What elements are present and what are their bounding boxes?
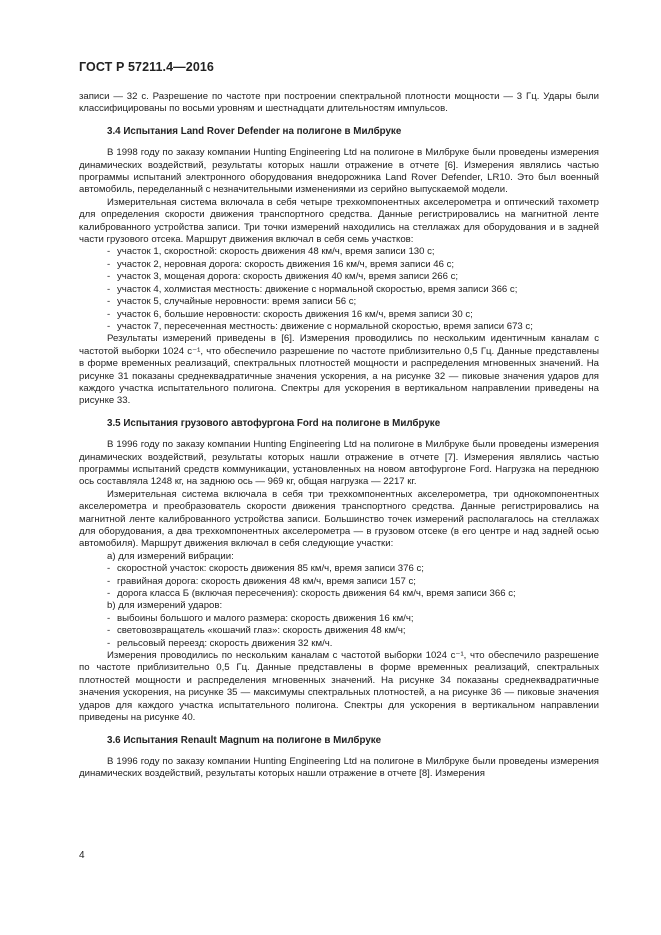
document-body [79, 91, 599, 781]
sublist-label-b: b) для измерений ударов: [107, 600, 223, 612]
page-number: 4 [79, 850, 85, 861]
paragraph: Измерительная система включала в себя три трехкомпонентных акселерометра, три однокомпонентных акселерометра и преобразователь скорости движения транспортного средства. Данные регистрировались на магнитной ленте калиброванного устройства записи. Большинство точек измерений располагалось на стеллажах для оборудования, а два трехкомпонентных акселерометра — в грузовом отсеке (в его центре и над задней осью автомобиля). Маршрут движения включал в себя следующие участки: [79, 488, 599, 550]
sublist-label-a: а) для измерений вибрации: [107, 550, 234, 562]
paragraph: Результаты измерений приведены в [6]. Измерения проводились по нескольким идентичным каналам с частотой выборки 1024 с⁻¹, что обеспечило разрешение по частоте приблизительно 0,5 Гц. Данные представлены в форме временных реализаций, спектральных плотностей мощности и распределения мгновенных значений. На рисунке 31 показаны среднеквадратичные значения ускорения, а на рисунке 32 — пиковые значения ударов для каждого участка испытательного полигона. Спектры для ускорения в вертикальном направлении приведены на рисунке 33. [79, 333, 599, 407]
list-item: - участок 7, пересеченная местность: движение с нормальной скоростью, время записи 673 с; [107, 320, 533, 332]
paragraph: В 1996 году по заказу компании Hunting Engineering Ltd на полигоне в Милбруке были проведены измерения динамических воздействий, результаты которых нашли отражение в отчете [7]. Измерения являлись частью программы испытаний средств коммуникации, установленных на новом автофургоне Ford. Нагрузка на переднюю ось составляла 1248 кг, на заднюю ось — 969 кг, общая нагрузка — 2217 кг. [79, 439, 599, 488]
list-item: - участок 3, мощеная дорога: скорость движения 40 км/ч, время записи 266 с; [107, 271, 459, 283]
list-item: - участок 1, скоростной: скорость движения 48 км/ч, время записи 130 с; [107, 246, 435, 258]
paragraph: Измерения проводились по нескольким каналам с частотой выборки 1024 с⁻¹, что обеспечило разрешение по частоте приблизительно 0,5 Гц. Данные представлены в форме временных реализаций, спектральных плотностей мощности и распределения мгновенных значений. На рисунке 34 показаны среднеквадратичные значения ускорения, на рисунке 35 — максимумы спектральных плотностей, а на рисунке 36 — пиковые значения ударов для каждого участка испытательного полигона. Спектры для ускорения в вертикальном направлении приведены на рисунке 40. [79, 650, 599, 724]
list-item: - участок 2, неровная дорога: скорость движения 16 км/ч, время записи 46 с; [107, 258, 455, 270]
route-list-2 [79, 563, 599, 600]
section-heading-3-4: 3.4 Испытания Land Rover Defender на полигоне в Милбруке [107, 125, 402, 137]
paragraph: В 1998 году по заказу компании Hunting Engineering Ltd на полигоне в Милбруке были проведены измерения динамических воздействий, результаты которых нашли отражение в отчете [6]. Измерения являлись частью программы испытаний электронного оборудования внедорожника Land Rover Defender, LR10. Это был военный автомобиль, переделанный с незначительными изменениями из серийно выпускаемой модели. [79, 147, 599, 196]
paragraph: В 1996 году по заказу компании Hunting Engineering Ltd на полигоне в Милбруке были проведены измерения динамических воздействий, результаты которых нашли отражение в отчете [8]. Измерения [79, 755, 599, 780]
document-header: ГОСТ Р 57211.4—2016 [79, 60, 214, 74]
paragraph: Измерительная система включала в себя четыре трехкомпонентных акселерометра и оптический тахометр для определения скорости движения транспортного средства. Данные регистрировались на магнитной ленте калиброванного устройства записи. Три точки измерений находились на стеллажах для оборудования и в задней части грузового отсека. Маршрут движения включал в себя семь участков: [79, 196, 599, 246]
paragraph: записи — 32 с. Разрешение по частоте при построении спектральной плотности мощности — 3 Гц. Удары были классифицированы по восьми уровням и шестнадцати длительностям импульсов. [79, 91, 599, 115]
list-item: - выбоины большого и малого размера: скорость движения 16 км/ч; [107, 612, 414, 624]
list-item: - участок 5, случайные неровности: время записи 56 с; [107, 296, 357, 308]
list-item: - дорога класса Б (включая пересечения): скорость движения 64 км/ч, время записи 366 с; [107, 588, 516, 600]
section-heading-3-6: 3.6 Испытания Renault Magnum на полигоне в Милбруке [107, 734, 382, 746]
list-item: - световозвращатель «кошачий глаз»: скорость движения 48 км/ч; [107, 625, 406, 637]
list-item: - участок 6, большие неровности: скорость движения 16 км/ч, время записи 30 с; [107, 308, 473, 320]
route-list-3 [79, 613, 599, 650]
route-list-1 [79, 246, 599, 333]
list-item: - рельсовый переезд: скорость движения 32 км/ч. [107, 637, 333, 649]
list-item: - скоростной участок: скорость движения 85 км/ч, время записи 376 с; [107, 563, 424, 575]
section-heading-3-5: 3.5 Испытания грузового автофургона Ford на полигоне в Милбруке [107, 417, 441, 429]
list-item: - гравийная дорога: скорость движения 48 км/ч, время записи 157 с; [107, 575, 416, 587]
list-item: - участок 4, холмистая местность: движение с нормальной скоростью, время записи 366 с; [107, 283, 518, 295]
